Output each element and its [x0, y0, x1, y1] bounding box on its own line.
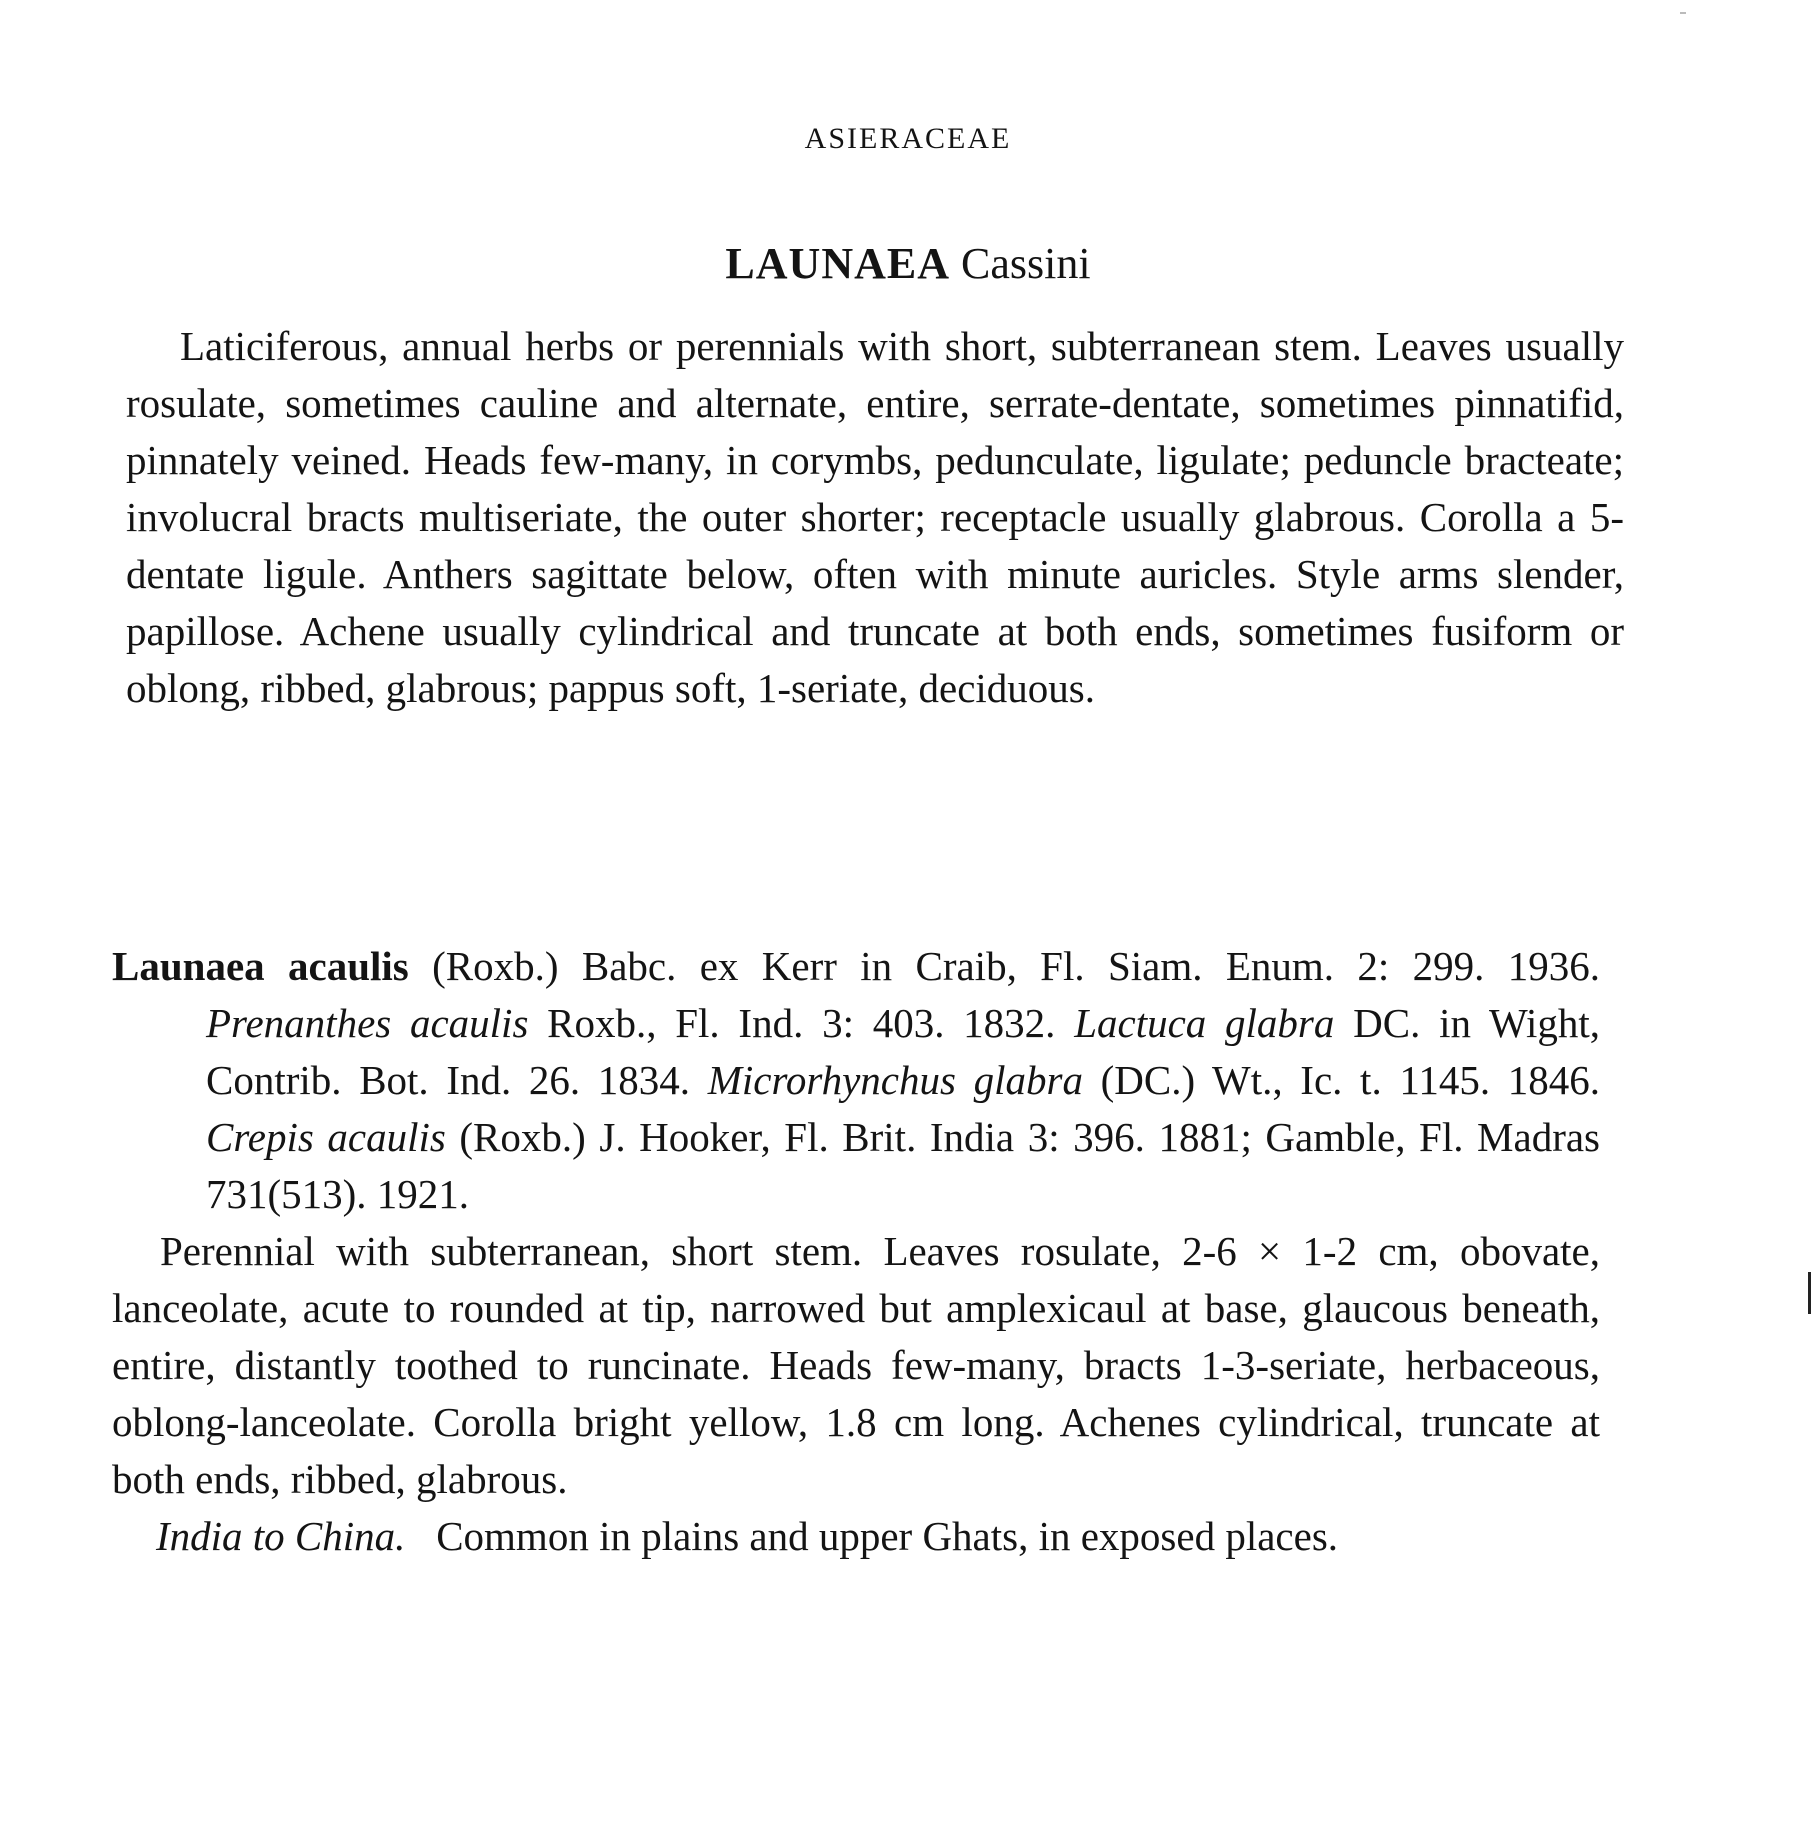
species-entry: [112, 938, 1600, 1565]
synonym-ref: (Roxb.) J. Hooker, Fl. Brit. India 3: 396. 1881; Gamble, Fl. Madras 731(513). 1921.: [206, 1114, 1601, 1217]
scan-mark: [1680, 12, 1686, 14]
synonym-name: Lactuca glabra: [1074, 1000, 1335, 1046]
genus-description: Laticiferous, annual herbs or perennials with short, subterranean stem. Leaves usually rosulate, sometimes cauline and alternate, entire, serrate-dentate, sometimes pinnatifid, pinnately veined. Heads few-many, in corymbs, pedunculate, ligulate; peduncle bracteate; involucral bracts multiseriate, the outer shorter; receptacle usually glabrous. Corolla a 5-dentate ligule. Anthers sagittate below, often with minute auricles. Style arms slender, papillose. Achene usually cylindrical and truncate at both ends, sometimes fusiform or oblong, ribbed, glabrous; pappus soft, 1-seriate, deciduous.: [126, 323, 1624, 711]
synonym-name: Crepis acaulis: [206, 1114, 446, 1160]
synonym-name: Microrhynchus glabra: [707, 1057, 1083, 1103]
scan-mark: [1808, 1272, 1811, 1314]
running-head: ASIERACEAE: [804, 122, 1012, 155]
species-citation: [112, 938, 1600, 1223]
distribution-note: Common in plains and upper Ghats, in exposed places.: [436, 1513, 1339, 1559]
synonym-name: Prenanthes acaulis: [206, 1000, 529, 1046]
genus-author: Cassini: [961, 239, 1091, 288]
synonym-ref: DC. in Wight, Contrib. Bot. Ind. 26. 1834.: [206, 1000, 1601, 1103]
species-citation-ref: (Roxb.) Babc. ex Kerr in Craib, Fl. Siam. Enum. 2: 299. 1936.: [432, 943, 1600, 989]
genus-heading: [0, 238, 1816, 289]
synonym-ref: Roxb., Fl. Ind. 3: 403. 1832.: [547, 1000, 1056, 1046]
distribution-range: India to China.: [156, 1513, 406, 1559]
species-name: Launaea acaulis: [112, 943, 409, 989]
synonym-ref: (DC.) Wt., Ic. t. 1145. 1846.: [1100, 1057, 1600, 1103]
distribution: [112, 1508, 1600, 1565]
genus-name: LAUNAEA: [725, 239, 950, 288]
species-description: Perennial with subterranean, short stem. Leaves rosulate, 2-6 × 1-2 cm, obovate, lanceolate, acute to rounded at tip, narrowed but amplexicaul at base, glaucous beneath, entire, distantly toothed to runcinate. Heads few-many, bracts 1-3-seriate, herbaceous, oblong-lanceolate. Corolla bright yellow, 1.8 cm long. Achenes cylindrical, truncate at both ends, ribbed, glabrous.: [112, 1228, 1600, 1502]
